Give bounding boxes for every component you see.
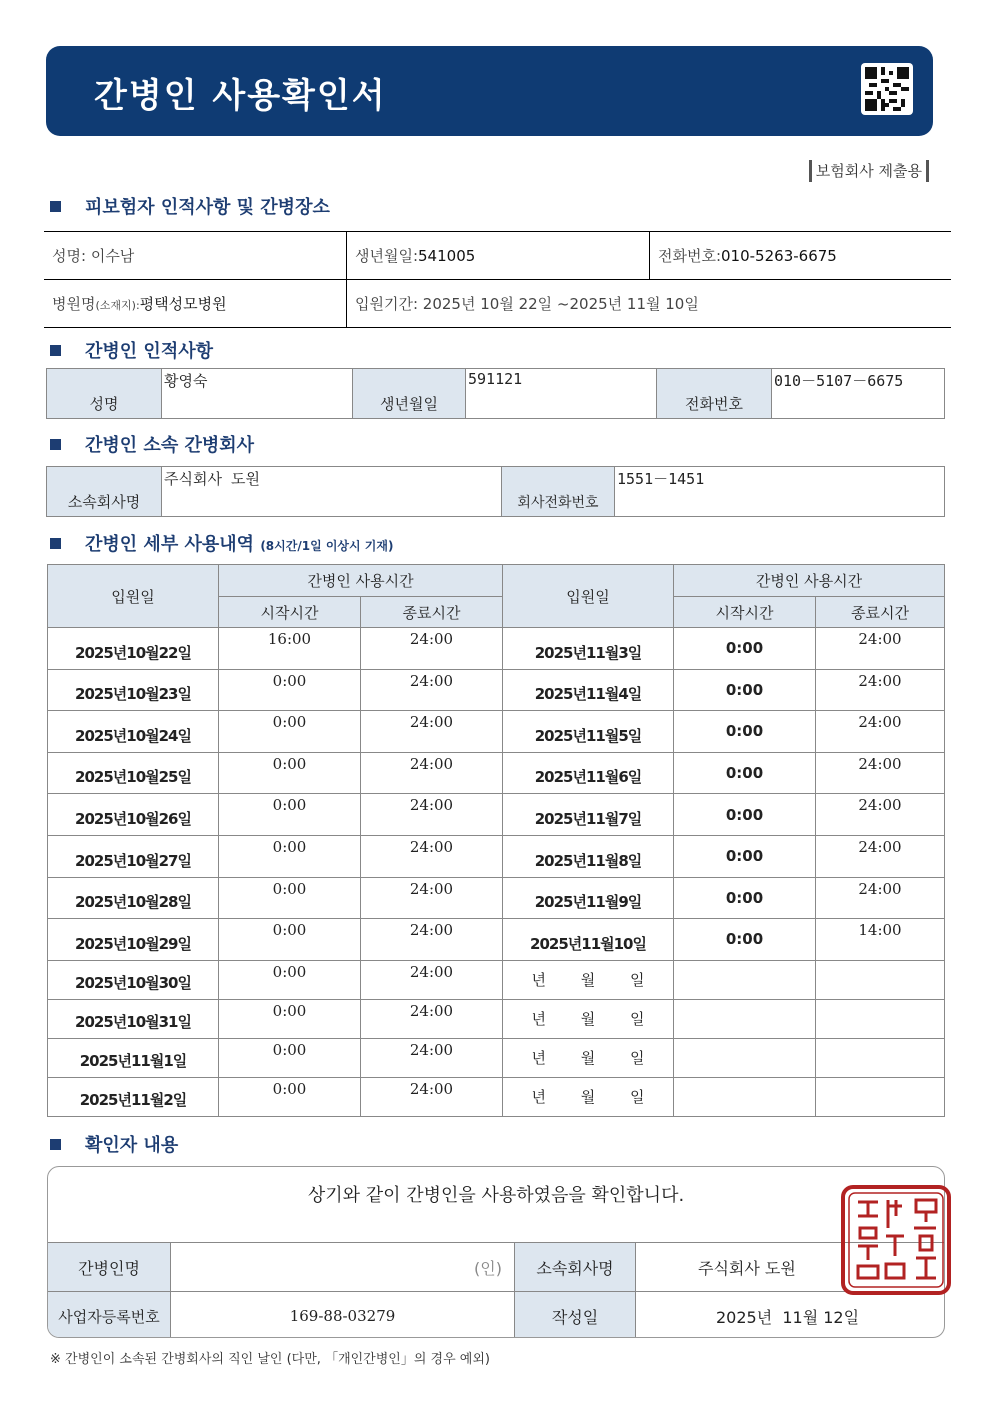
admission-date: 2025년10월24일 <box>48 711 219 753</box>
admission-date: 2025년11월9일 <box>503 877 674 919</box>
admission-date: 2025년11월5일 <box>503 711 674 753</box>
header-end-left: 종료시간 <box>361 597 503 628</box>
company-seal-stamp <box>840 1184 952 1296</box>
written-date: 2025년 11월 12일 <box>636 1292 945 1339</box>
end-time: 24:00 <box>361 669 503 711</box>
admission-date: 2025년10월28일 <box>48 877 219 919</box>
start-time: 0:00 <box>219 1077 361 1116</box>
start-time: 0:00 <box>219 794 361 836</box>
end-time: 24:00 <box>361 794 503 836</box>
written-date-label: 작성일 <box>515 1292 636 1339</box>
biz-number: 169-88-03279 <box>171 1292 515 1339</box>
confirm-table <box>48 1242 944 1338</box>
end-time: 24:00 <box>361 752 503 794</box>
admission-period-cell: 입원기간: 2025년 10월 22일 ~2025년 11월 10일 <box>347 280 952 328</box>
start-time: 0:00 <box>219 711 361 753</box>
start-time: 0:00 <box>674 794 816 836</box>
start-time <box>674 999 816 1038</box>
company-table <box>46 466 945 517</box>
usage-row <box>48 919 945 961</box>
start-time: 0:00 <box>219 919 361 961</box>
start-time: 0:00 <box>674 835 816 877</box>
admission-date: 2025년11월1일 <box>48 1038 219 1077</box>
title-banner <box>46 46 933 136</box>
admission-date: 년 월 일 <box>503 960 674 999</box>
bullet-square-icon <box>50 439 61 450</box>
insured-birth-cell: 생년월일:541005 <box>347 232 650 280</box>
header-start-right: 시작시간 <box>674 597 816 628</box>
admission-date: 2025년10월23일 <box>48 669 219 711</box>
header-date-left: 입원일 <box>48 565 219 628</box>
insured-phone-cell: 전화번호:010-5263-6675 <box>650 232 952 280</box>
start-time: 0:00 <box>674 628 816 670</box>
end-time: 24:00 <box>816 628 945 670</box>
start-time: 0:00 <box>219 752 361 794</box>
end-time: 24:00 <box>816 835 945 877</box>
usage-row <box>48 877 945 919</box>
end-time <box>816 999 945 1038</box>
admission-date: 2025년10월29일 <box>48 919 219 961</box>
end-time: 24:00 <box>361 628 503 670</box>
usage-row <box>48 711 945 753</box>
usage-row <box>48 628 945 670</box>
end-time: 24:00 <box>816 752 945 794</box>
end-time <box>816 960 945 999</box>
section-usage-heading: 간병인 세부 사용내역 (8시간/1일 이상시 기재) <box>50 530 393 556</box>
caregiver-sign-label: 간병인명 <box>48 1243 171 1292</box>
end-time: 24:00 <box>361 1038 503 1077</box>
footnote: ※ 간병인이 소속된 간병회사의 직인 날인 (다만, 「개인간병인」의 경우 예외) <box>50 1352 490 1367</box>
confirm-box <box>47 1166 945 1338</box>
caregiver-phone: 010－5107－6675 <box>772 369 945 419</box>
admission-date: 년 월 일 <box>503 1038 674 1077</box>
end-time: 24:00 <box>816 877 945 919</box>
admission-date: 년 월 일 <box>503 1077 674 1116</box>
caregiver-name-label: 성명 <box>47 369 162 419</box>
end-time: 24:00 <box>361 960 503 999</box>
end-time: 24:00 <box>816 669 945 711</box>
start-time: 0:00 <box>674 711 816 753</box>
usage-row <box>48 752 945 794</box>
bullet-square-icon <box>50 538 61 549</box>
bullet-square-icon <box>50 345 61 356</box>
confirm-company: 주식회사 도원 <box>636 1243 945 1292</box>
admission-date: 2025년11월2일 <box>48 1077 219 1116</box>
header-end-right: 종료시간 <box>816 597 945 628</box>
section-caregiver-heading: 간병인 인적사항 <box>50 337 213 363</box>
bullet-square-icon <box>50 1139 61 1150</box>
start-time: 0:00 <box>219 1038 361 1077</box>
confirm-company-label: 소속회사명 <box>515 1243 636 1292</box>
admission-date: 2025년10월31일 <box>48 999 219 1038</box>
start-time <box>674 960 816 999</box>
insured-table <box>44 231 951 328</box>
section-insured-heading: 피보험자 인적사항 및 간병장소 <box>50 193 330 219</box>
company-name-label: 소속회사명 <box>47 467 162 517</box>
section-company-heading: 간병인 소속 간병회사 <box>50 431 254 457</box>
end-time: 24:00 <box>816 794 945 836</box>
company-name: 주식회사 도원 <box>162 467 502 517</box>
header-date-right: 입원일 <box>503 565 674 628</box>
insured-name-cell: 성명: 이수남 <box>44 232 347 280</box>
caregiver-table <box>46 368 945 419</box>
header-usage-right: 간병인 사용시간 <box>674 565 945 597</box>
seal-mark: (인) <box>474 1258 502 1278</box>
bullet-square-icon <box>50 201 61 212</box>
usage-row <box>48 999 945 1038</box>
admission-date: 2025년10월30일 <box>48 960 219 999</box>
admission-date: 2025년10월25일 <box>48 752 219 794</box>
caregiver-phone-label: 전화번호 <box>657 369 772 419</box>
header-usage-left: 간병인 사용시간 <box>219 565 503 597</box>
start-time <box>674 1038 816 1077</box>
admission-date: 2025년10월27일 <box>48 835 219 877</box>
start-time: 0:00 <box>674 877 816 919</box>
start-time: 0:00 <box>674 919 816 961</box>
end-time: 24:00 <box>361 877 503 919</box>
section-confirm-heading: 확인자 내용 <box>50 1131 178 1157</box>
end-time <box>816 1038 945 1077</box>
admission-date: 2025년11월7일 <box>503 794 674 836</box>
admission-date: 2025년11월10일 <box>503 919 674 961</box>
start-time: 0:00 <box>219 669 361 711</box>
start-time: 0:00 <box>219 999 361 1038</box>
end-time: 24:00 <box>361 999 503 1038</box>
biz-number-label: 사업자등록번호 <box>48 1292 171 1339</box>
admission-date: 년 월 일 <box>503 999 674 1038</box>
company-phone: 1551－1451 <box>615 467 945 517</box>
usage-table <box>47 564 945 1117</box>
hospital-cell: 병원명(소재지):평택성모병원 <box>44 280 347 328</box>
caregiver-birth: 591121 <box>466 369 657 419</box>
usage-row <box>48 794 945 836</box>
admission-date: 2025년11월6일 <box>503 752 674 794</box>
qr-code-icon <box>861 63 913 115</box>
start-time: 0:00 <box>674 752 816 794</box>
header-start-left: 시작시간 <box>219 597 361 628</box>
end-time: 24:00 <box>361 919 503 961</box>
usage-row <box>48 835 945 877</box>
admission-date: 2025년10월22일 <box>48 628 219 670</box>
caregiver-name: 황영숙 <box>162 369 353 419</box>
caregiver-birth-label: 생년월일 <box>353 369 466 419</box>
submit-tag: 보험회사 제출용 <box>809 160 929 182</box>
usage-row <box>48 1077 945 1116</box>
usage-row <box>48 1038 945 1077</box>
admission-date: 2025년11월4일 <box>503 669 674 711</box>
admission-date: 2025년11월3일 <box>503 628 674 670</box>
caregiver-sign-field[interactable] <box>171 1243 515 1292</box>
end-time: 24:00 <box>361 835 503 877</box>
end-time: 24:00 <box>361 1077 503 1116</box>
usage-row <box>48 960 945 999</box>
start-time: 16:00 <box>219 628 361 670</box>
admission-date: 2025년11월8일 <box>503 835 674 877</box>
start-time: 0:00 <box>219 960 361 999</box>
start-time: 0:00 <box>219 877 361 919</box>
end-time <box>816 1077 945 1116</box>
company-phone-label: 회사전화번호 <box>502 467 615 517</box>
usage-row <box>48 669 945 711</box>
start-time: 0:00 <box>674 669 816 711</box>
admission-date: 2025년10월26일 <box>48 794 219 836</box>
end-time: 14:00 <box>816 919 945 961</box>
confirm-statement: 상기와 같이 간병인을 사용하였음을 확인합니다. <box>307 1185 685 1206</box>
end-time: 24:00 <box>361 711 503 753</box>
document-title: 간병인 사용확인서 <box>94 76 387 116</box>
start-time <box>674 1077 816 1116</box>
start-time: 0:00 <box>219 835 361 877</box>
end-time: 24:00 <box>816 711 945 753</box>
